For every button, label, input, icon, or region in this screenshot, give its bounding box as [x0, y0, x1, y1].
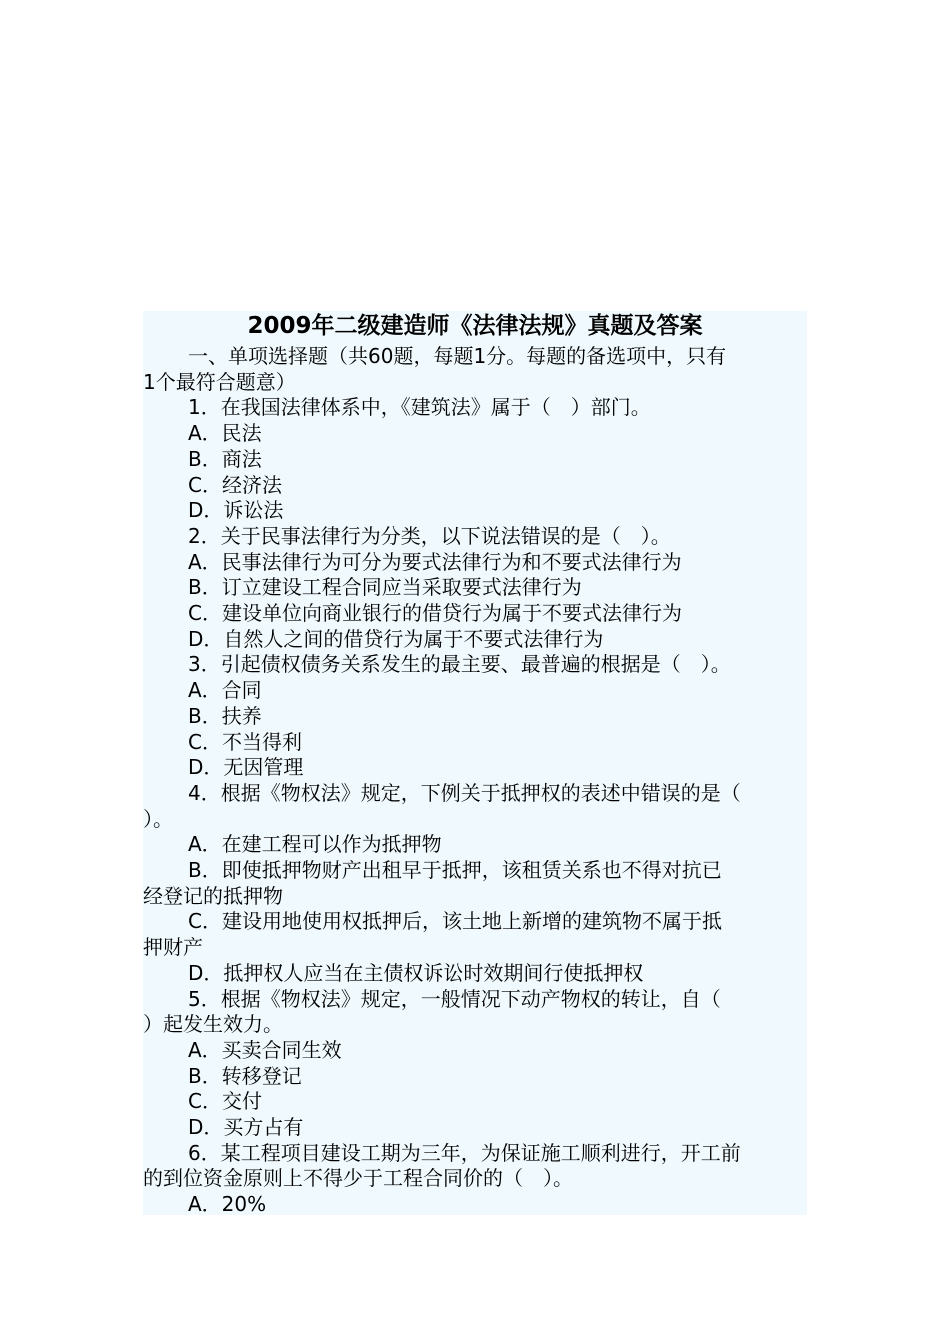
text-line: ）。	[143, 806, 173, 831]
text-line: A．在建工程可以作为抵押物	[188, 832, 442, 857]
text-line: A．20%	[188, 1192, 267, 1217]
text-line: ）起发生效力。	[143, 1012, 283, 1037]
text-line: 5．根据《物权法》规定，一般情况下动产物权的转让，自（	[188, 986, 721, 1011]
text-line: C．经济法	[188, 472, 282, 497]
text-line: D．自然人之间的借贷行为属于不要式法律行为	[188, 626, 604, 651]
text-line: D．无因管理	[188, 755, 304, 780]
text-line: B．商法	[188, 446, 262, 471]
text-line: 6．某工程项目建设工期为三年，为保证施工顺利进行，开工前	[188, 1140, 741, 1165]
text-line: B．即使抵押物财产出租早于抵押，该租赁关系也不得对抗已	[188, 858, 722, 882]
text-line: 2．关于民事法律行为分类，以下说法错误的是（ ）。	[188, 523, 671, 548]
text-line: C．交付	[188, 1089, 262, 1114]
text-line: 1个最符合题意）	[143, 369, 296, 394]
text-line: D．买方占有	[188, 1115, 304, 1139]
text-line: C．不当得利	[188, 729, 302, 754]
text-line: 一、单项选择题（共60题，每题1分。每题的备选项中，只有	[188, 344, 727, 368]
text-line: 1．在我国法律体系中，《建筑法》属于（ ）部门。	[188, 395, 651, 420]
text-line: A．合同	[188, 678, 262, 703]
text-line: B．转移登记	[188, 1063, 302, 1088]
text-line: C．建设用地使用权抵押后，该土地上新增的建筑物不属于抵	[188, 909, 722, 934]
text-line: C．建设单位向商业银行的借贷行为属于不要式法律行为	[188, 601, 682, 625]
text-line: A．民事法律行为可分为要式法律行为和不要式法律行为	[188, 549, 682, 574]
text-line: B．扶养	[188, 703, 262, 728]
text-line: D．抵押权人应当在主债权诉讼时效期间行使抵押权	[188, 960, 644, 985]
text-line: 的到位资金原则上不得少于工程合同价的（ ）。	[143, 1166, 573, 1191]
text-line: 押财产	[143, 935, 203, 960]
text-line: 3．引起债权债务关系发生的最主要、最普遍的根据是（ ）。	[188, 652, 731, 677]
text-line: 4．根据《物权法》规定，下例关于抵押权的表述中错误的是（	[188, 780, 741, 805]
text-line: 经登记的抵押物	[143, 883, 283, 908]
text-line: B．订立建设工程合同应当采取要式法律行为	[188, 575, 582, 600]
document-page	[143, 311, 807, 1215]
text-line: A．买卖合同生效	[188, 1037, 342, 1062]
text-line: A．民法	[188, 421, 262, 446]
document-title: 2009年二级建造师《法律法规》真题及答案	[247, 313, 703, 339]
text-line: D．诉讼法	[188, 498, 284, 523]
